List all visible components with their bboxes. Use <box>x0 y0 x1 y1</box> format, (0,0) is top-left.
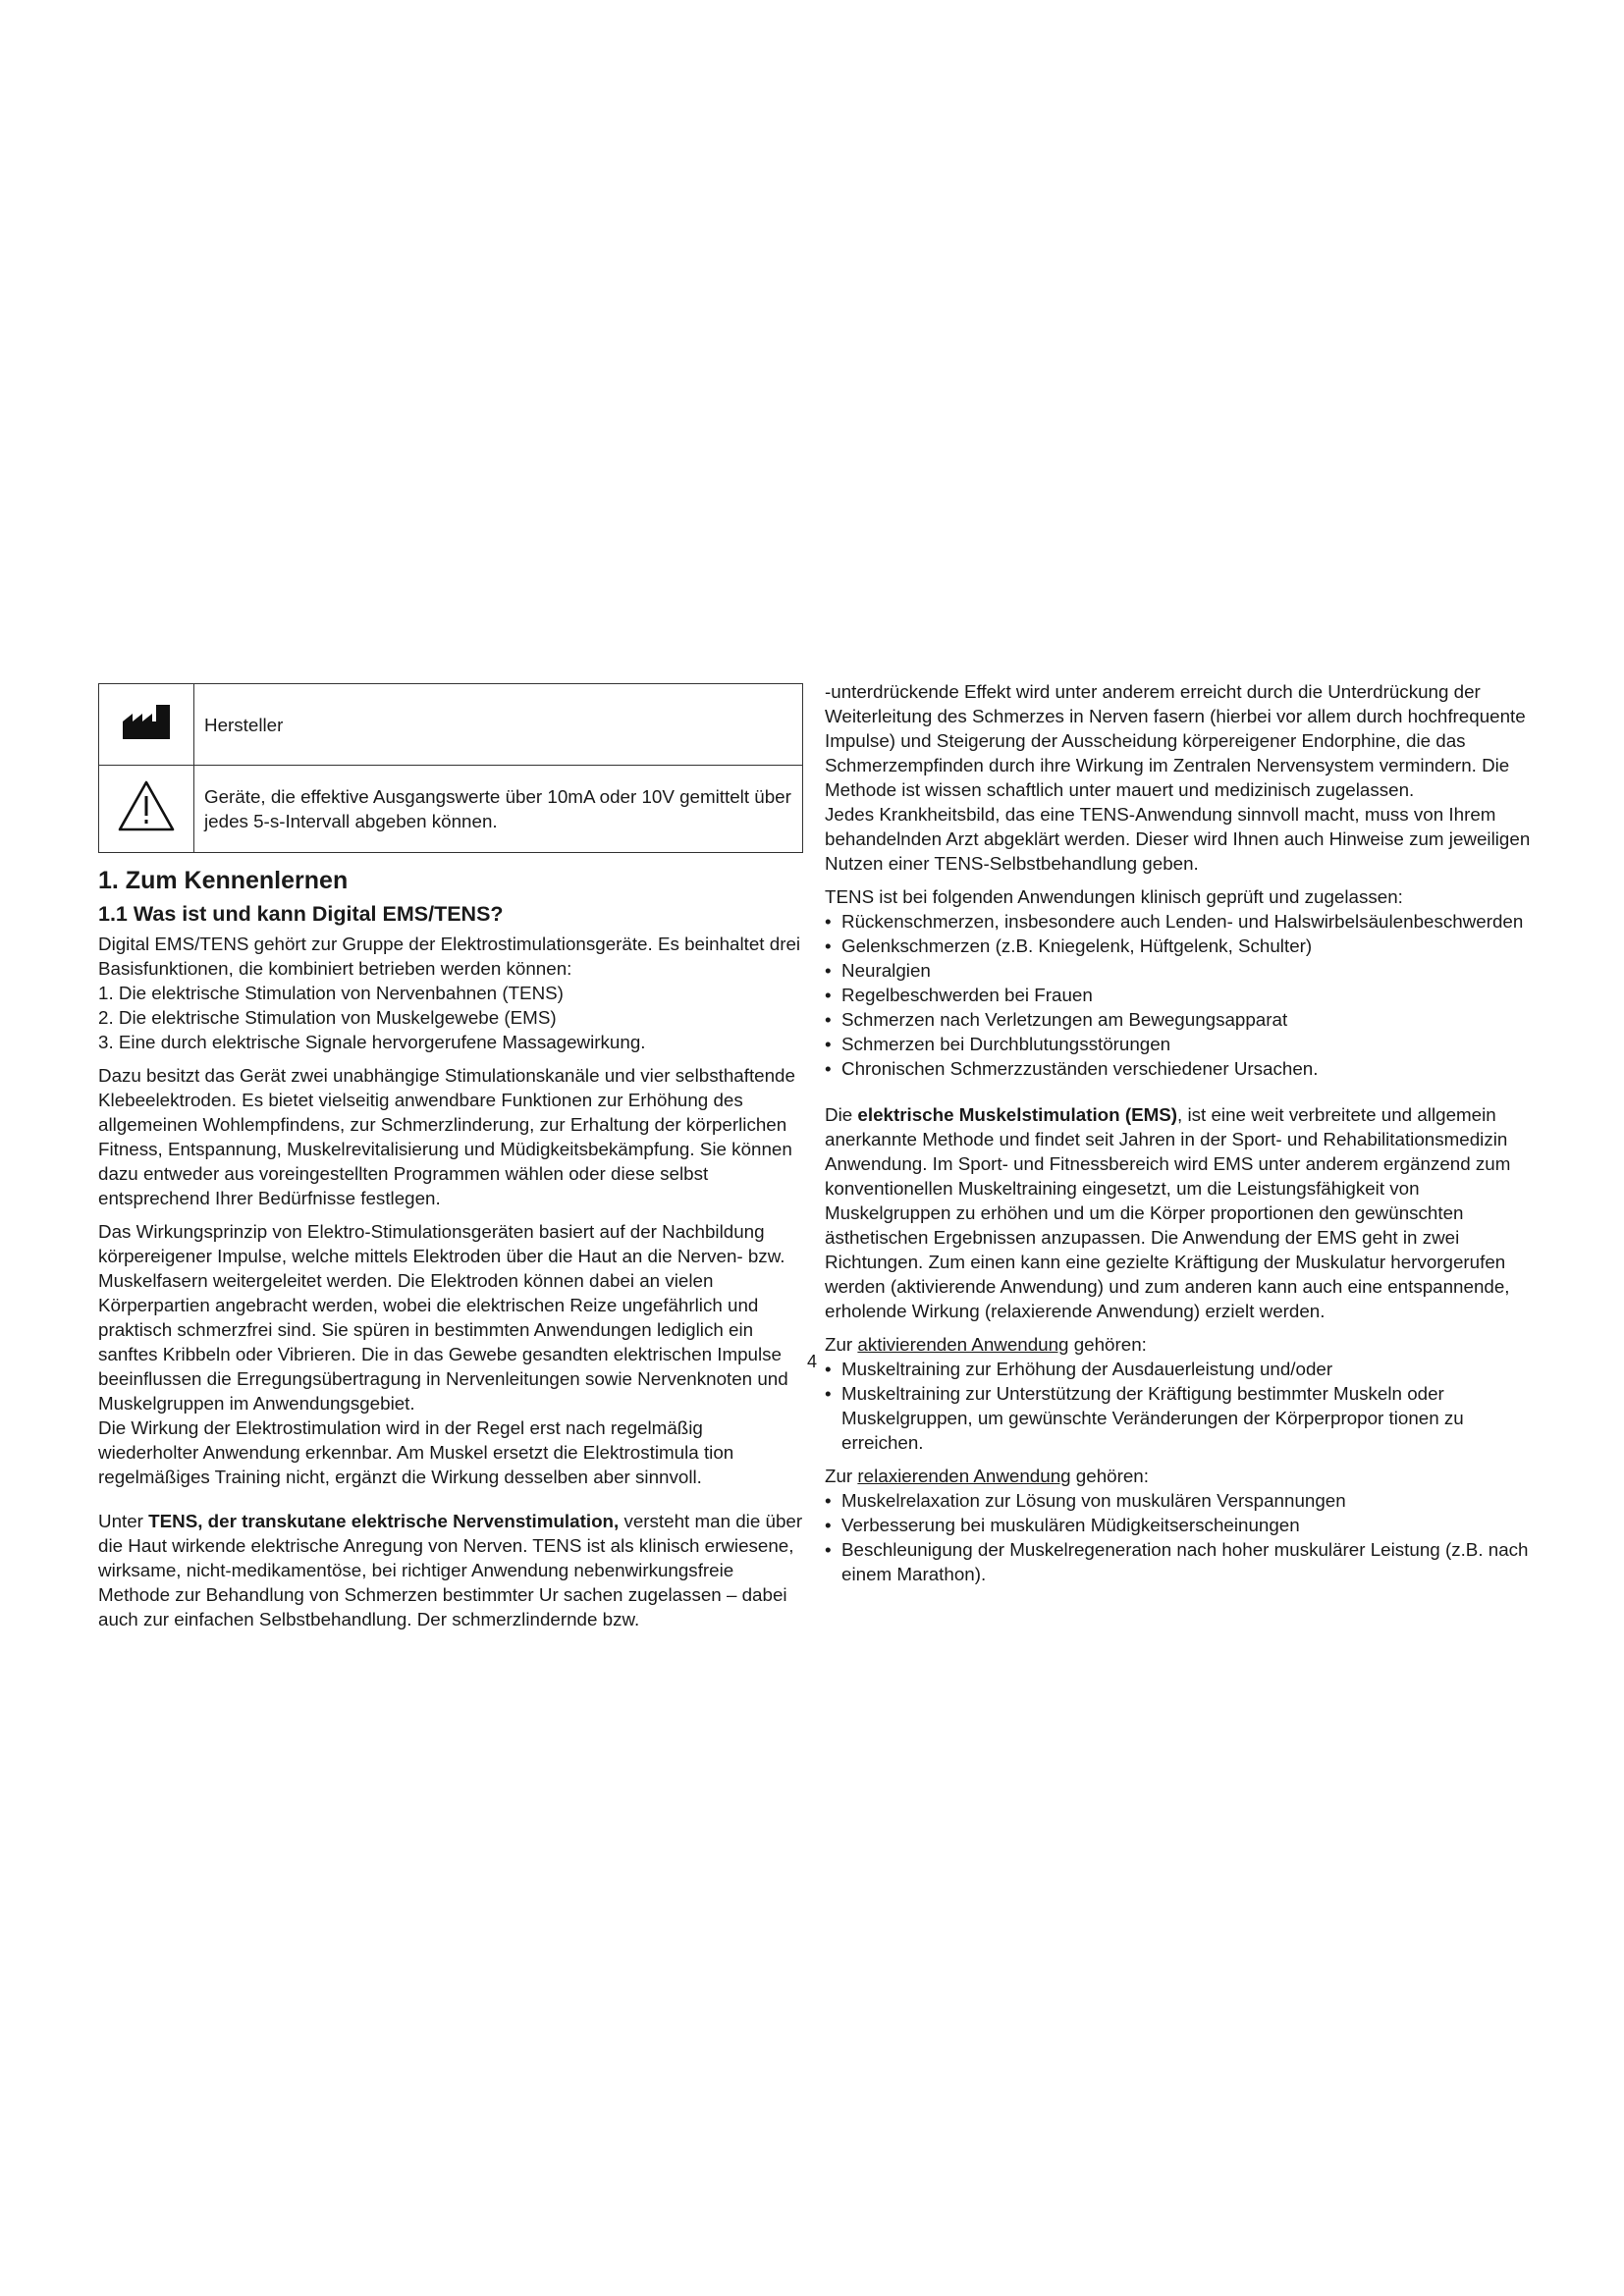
warning-symbol-cell <box>99 766 194 853</box>
list-item: • Muskeltraining zur Unterstützung der Kräftigung bestimmter Muskeln oder Muskelgruppen, um gewünschte Veränderungen der Körperpropor tionen zu erreichen. <box>825 1381 1536 1455</box>
list-item: • Rückenschmerzen, insbesondere auch Lenden- und Halswirbelsäulenbeschwerden <box>825 909 1536 934</box>
list-item: • Schmerzen bei Durchblutungsstörungen <box>825 1032 1536 1056</box>
ems-paragraph: Die elektrische Muskelstimulation (EMS), ist eine weit verbreitete und allgemein anerkannte Methode und findet seit Jahren in der Sport- und Rehabilitationsmedizin Anwendung. Im Sport- und Fitnessbereich wird EMS unter anderem ergänzend zum konventionellen Muskeltraining eingesetzt, um die Leistungsfähigkeit von Muskelgruppen zu erhöhen und um die Körper proportionen den gewünschten ästhetischen Ergebnissen anzupassen. Die Anwendung der EMS geht in zwei Richtungen. Zum einen kann eine gezielte Kräftigung der Muskulatur hervorgerufen werden (aktivierende Anwendung) und zum anderen kann auch eine entspannende, erholende Wirkung (relaxierende Anwendung) erzielt werden. <box>825 1104 1511 1321</box>
function-item: 1. Die elektrische Stimulation von Nervenbahnen (TENS) <box>98 983 564 1003</box>
manufacturer-icon <box>119 702 174 741</box>
list-item: • Schmerzen nach Verletzungen am Bewegungsapparat <box>825 1007 1536 1032</box>
symbol-row-warning <box>99 766 803 853</box>
function-item: 2. Die elektrische Stimulation von Muskelgewebe (EMS) <box>98 1007 557 1028</box>
section-heading: 1. Zum Kennenlernen <box>98 867 349 894</box>
left-column <box>98 679 805 1631</box>
manufacturer-symbol-cell <box>99 684 194 766</box>
list-item: • Gelenkschmerzen (z.B. Kniegelenk, Hüftgelenk, Schulter) <box>825 934 1536 958</box>
relaxing-list <box>825 1488 1536 1586</box>
function-item: 3. Eine durch elektrische Signale hervorgerufene Massagewirkung. <box>98 1032 646 1052</box>
list-item: • Verbesserung bei muskulären Müdigkeitserscheinungen <box>825 1513 1536 1537</box>
doctor-paragraph: Jedes Krankheitsbild, das eine TENS-Anwendung sinnvoll macht, muss von Ihrem behandelnden Arzt abgeklärt werden. Dieser wird Ihnen auch Hinweise zum jeweiligen Nutzen einer TENS-Selbstbehandlung geben. <box>825 804 1531 874</box>
tens-term: TENS, der transkutane elektrische Nervenstimulation, <box>148 1511 620 1531</box>
symbol-table <box>98 683 803 853</box>
subsection-heading: 1.1 Was ist und kann Digital EMS/TENS? <box>98 902 504 926</box>
tens-paragraph: Unter TENS, der transkutane elektrische Nervenstimulation, versteht man die über die Haut wirkende elektrische Anregung von Nerven. TENS ist als klinisch erwiesene, wirksame, nicht-medikamentöse, bei richtiger Anwendung nebenwirkungsfreie Methode zur Behandlung von Schmerzen bestimmter Ur sachen zugelassen – dabei auch zur einfachen Selbstbehandlung. Der schmerzlindernde bzw. <box>98 1511 803 1629</box>
list-item: • Muskeltraining zur Erhöhung der Ausdauerleistung und/oder <box>825 1357 1536 1381</box>
right-column <box>825 679 1536 1586</box>
intro-paragraph: Digital EMS/TENS gehört zur Gruppe der Elektrostimulationsgeräte. Es beinhaltet drei Basisfunktionen, die kombiniert betrieben werden können: <box>98 934 801 979</box>
principle-paragraph: Das Wirkungsprinzip von Elektro-Stimulationsgeräten basiert auf der Nachbildung körpereigener Impulse, welche mittels Elektroden über die Haut an die Nerven- bzw. Muskelfasern weitergeleitet werden. Die Elektroden können dabei an vielen Körperpartien angebracht werden, wobei die elektrischen Reize ungefährlich und praktisch schmerzfrei sind. Sie spüren in bestimmten Anwendungen lediglich ein sanftes Kribbeln oder Vibrieren. Die in das Gewebe gesandten elektrischen Impulse beeinflussen die Erregungsübertragung in Nervenleitungen sowie Nervenknoten und Muskelgruppen im Anwendungsgebiet. <box>98 1221 788 1414</box>
relaxing-intro: Zur relaxierenden Anwendung gehören: <box>825 1466 1149 1486</box>
function-list <box>98 981 805 1054</box>
list-item: • Neuralgien <box>825 958 1536 983</box>
page-number: 4 <box>806 1352 817 1371</box>
activating-intro: Zur aktivierenden Anwendung gehören: <box>825 1334 1147 1355</box>
device-paragraph: Dazu besitzt das Gerät zwei unabhängige Stimulationskanäle und vier selbsthaftende Klebeelektroden. Es bietet vielseitig anwendbare Funktionen zur Erhöhung des allgemeinen Wohlempfindens, zur Schmerzlinderung, zur Erhaltung der körperlichen Fitness, Entspannung, Muskelrevitalisierung und Müdigkeitsbekämpfung. Sie können dazu entweder aus voreingestellten Programmen wählen oder diese selbst entsprechend Ihrer Bedürfnisse festlegen. <box>98 1065 795 1208</box>
warning-triangle-icon <box>117 779 176 832</box>
tens-list-intro: TENS ist bei folgenden Anwendungen klinisch geprüft und zugelassen: <box>825 886 1403 907</box>
effect-paragraph: Die Wirkung der Elektrostimulation wird in der Regel erst nach regelmäßig wiederholter Anwendung erkennbar. Am Muskel ersetzt die Elektrostimula tion regelmäßiges Training nicht, ergänzt die Wirkung desselben aber sinnvoll. <box>98 1417 734 1487</box>
list-item: • Chronischen Schmerzzuständen verschiedener Ursachen. <box>825 1056 1536 1081</box>
list-item: • Beschleunigung der Muskelregeneration nach hoher muskulärer Leistung (z.B. nach einem Marathon). <box>825 1537 1536 1586</box>
warning-label: Geräte, die effektive Ausgangswerte über 10mA oder 10V gemittelt über jedes 5-s-Intervall abgeben können. <box>194 766 803 853</box>
list-item: • Muskelrelaxation zur Lösung von muskulären Verspannungen <box>825 1488 1536 1513</box>
tens-continued-paragraph: -unterdrückende Effekt wird unter anderem erreicht durch die Unterdrückung der Weiterleitung des Schmerzes in Nerven fasern (hierbei vor allem durch hochfrequente Impulse) und Steigerung der Ausscheidung körpereigener Endorphine, die das Schmerzempfinden durch ihre Wirkung im Zentralen Nervensystem vermindern. Die Methode ist wissen schaftlich unter mauert und medizinisch zugelassen. <box>825 681 1526 800</box>
list-item: • Regelbeschwerden bei Frauen <box>825 983 1536 1007</box>
manufacturer-label: Hersteller <box>194 684 803 766</box>
tens-application-list <box>825 909 1536 1081</box>
symbol-row-manufacturer <box>99 684 803 766</box>
ems-term: elektrische Muskelstimulation (EMS) <box>857 1104 1178 1125</box>
